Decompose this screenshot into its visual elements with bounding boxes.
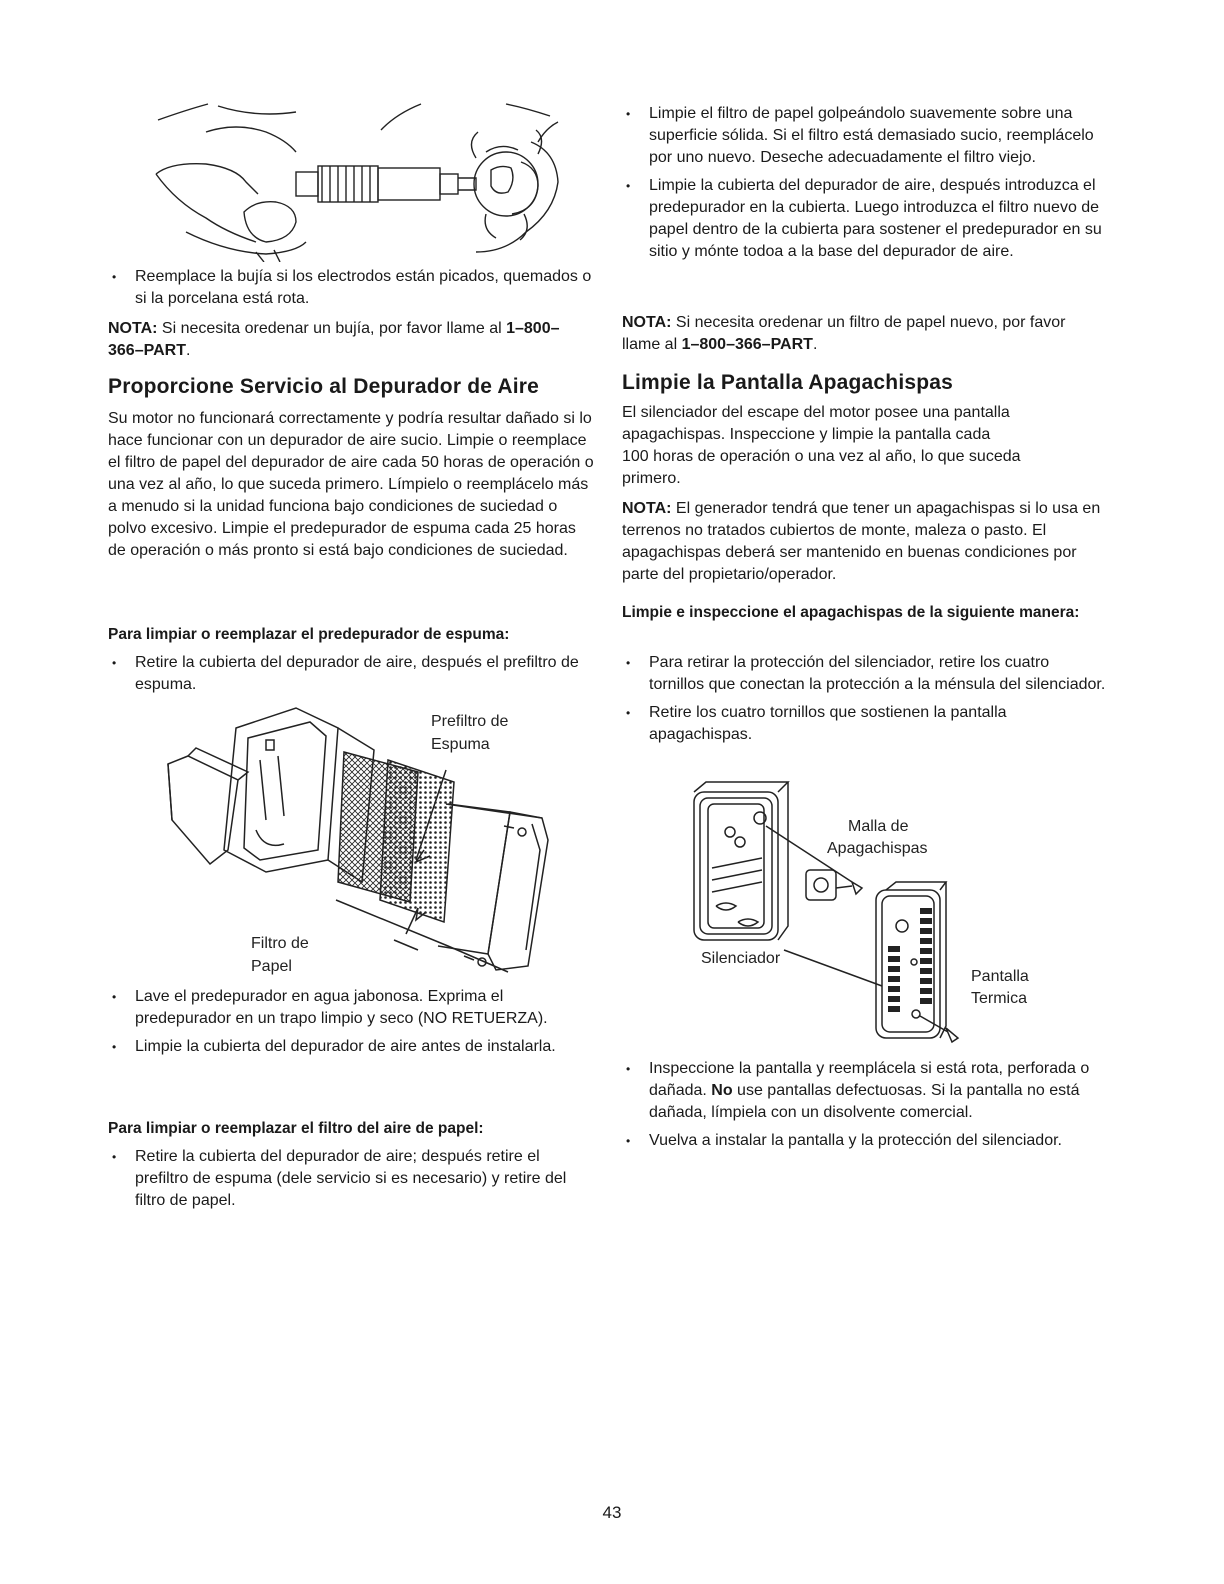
nota-label: NOTA: (622, 314, 672, 331)
nota-end: . (812, 336, 818, 353)
list-item: • Retire la cubierta del depurador de aire; después retire el prefiltro de espuma (dele servicio si es necesario) y retire del filtro de papel. (108, 1146, 594, 1212)
nota-text: Si necesita oredenar un filtro de papel nuevo, por favor llame al (622, 314, 1066, 353)
subheading-paper-filter: Para limpiar o reemplazar el filtro del aire de papel: (108, 1120, 484, 1137)
section-heading-spark-arrester: Limpie la Pantalla Apagachispas (622, 371, 954, 394)
label-prefiltro-line1: Prefiltro de (431, 713, 509, 730)
label-filtro-line2: Papel (251, 958, 292, 975)
inspect-bullet-list (622, 1058, 1108, 1158)
list-item (622, 1058, 1108, 1124)
nota-spark-arrester (622, 498, 1108, 586)
phone-number: 1–800–366–PART (108, 320, 560, 359)
nota-text: Si necesita oredenar un bujía, por favor llame al (157, 320, 507, 337)
spark-plug-bullet-list (108, 266, 594, 316)
label-prefiltro-line2: Espuma (431, 736, 490, 753)
list-item: • Limpie la cubierta del depurador de aire, después introduzca el predepurador en la cubierta. Luego introduzca el filtro nuevo de papel dentro de la cubierta para sostener el predepurador en su sitio y mónte todoa a la base del depurador de aire. (622, 175, 1108, 263)
intro-line: apagachispas. Inspeccione y limpie la pantalla cada (622, 426, 991, 443)
list-item: • Retire la cubierta del depurador de aire, después el prefiltro de espuma. (108, 652, 594, 696)
phone-number: 1–800–366–PART (681, 336, 813, 353)
inspect-bold-no: No (711, 1082, 733, 1099)
intro-line: 100 horas de operación o una vez al año, lo que suceda (622, 448, 1021, 465)
section-heading-air-cleaner: Proporcione Servicio al Depurador de Aire (108, 375, 540, 398)
label-malla-line1: Malla de (848, 818, 909, 835)
label-filtro-line1: Filtro de (251, 935, 309, 952)
paper-cleaning-bullet-list (622, 103, 1108, 269)
label-pantalla-line2: Termica (971, 990, 1028, 1007)
page-number: 43 (602, 1503, 622, 1522)
subheading-spark-arrester: Limpie e inspeccione el apagachispas de la siguiente manera: (622, 604, 1080, 621)
intro-line: primero. (622, 470, 681, 487)
nota-paper-filter (622, 312, 1108, 356)
list-item: • Limpie el filtro de papel golpeándolo suavemente sobre una superficie sólida. Si el filtro está demasiado sucio, reemplácelo por uno nuevo. Deseche adecuadamente el filtro viejo. (622, 103, 1108, 169)
list-item: • Limpie la cubierta del depurador de aire antes de instalarla. (108, 1036, 594, 1058)
inspect-text-2: use pantallas defectuosas. Si la pantalla no está dañada, límpiela con un disolvente comercial. (649, 1082, 1080, 1121)
paper-filter-bullet-list (108, 1146, 594, 1218)
nota-spark-plug (108, 318, 594, 362)
list-item: • Reemplace la bujía si los electrodos están picados, quemados o si la porcelana está rota. (108, 266, 594, 310)
subheading-foam: Para limpiar o reemplazar el predepurador de espuma: (108, 626, 510, 643)
inspect-text-1: Inspeccione la pantalla y reemplácela si está rota, perforada o dañada. (649, 1060, 1090, 1099)
list-item: • Lave el predepurador en agua jabonosa. Exprima el predepurador en un trapo limpio y seco (NO RETUERZA). (108, 986, 594, 1030)
spark-arrester-intro (622, 402, 1108, 490)
label-pantalla-line1: Pantalla (971, 968, 1029, 985)
list-item: • Vuelva a instalar la pantalla y la protección del silenciador. (622, 1130, 1108, 1152)
foam-bullet-list (108, 652, 594, 702)
intro-line: El silenciador del escape del motor posee una pantalla (622, 404, 1010, 421)
air-cleaner-illustration (148, 700, 578, 990)
spark-plug-illustration (146, 102, 566, 262)
list-item: • Retire los cuatro tornillos que sostienen la pantalla apagachispas. (622, 702, 1108, 746)
label-silenciador: Silenciador (701, 950, 781, 967)
nota-label: NOTA: (108, 320, 158, 337)
nota-end: . (185, 342, 191, 359)
nota-label: NOTA: (622, 500, 672, 517)
air-cleaner-intro: Su motor no funcionará correctamente y podría resultar dañado si lo hace funcionar con un depurador de aire sucio. Limpie o reemplace el filtro de papel del depurador de aire cada 50 horas de operación o una vez al año, lo que suceda primero. Límpielo o reemplácelo más a menudo si la unidad funciona bajo condiciones de suciedad o polvo excesivo. Limpie el predepurador de espuma cada 25 horas de operación o más pronto si está bajo condiciones de suciedad. (108, 410, 594, 559)
wash-bullet-list (108, 986, 594, 1064)
muffler-illustration (676, 776, 1076, 1046)
spark-arrester-bullet-list (622, 652, 1108, 752)
nota-text: El generador tendrá que tener un apagachispas si lo usa en terrenos no tratados cubiertos de monte, maleza o pasto. El apagachispas deberá ser mantenido en buenas condiciones por parte del propietario/operador. (622, 500, 1101, 583)
label-malla-line2: Apagachispas (827, 840, 928, 857)
list-item: • Para retirar la protección del silenciador, retire los cuatro tornillos que conectan la protección a la ménsula del silenciador. (622, 652, 1108, 696)
